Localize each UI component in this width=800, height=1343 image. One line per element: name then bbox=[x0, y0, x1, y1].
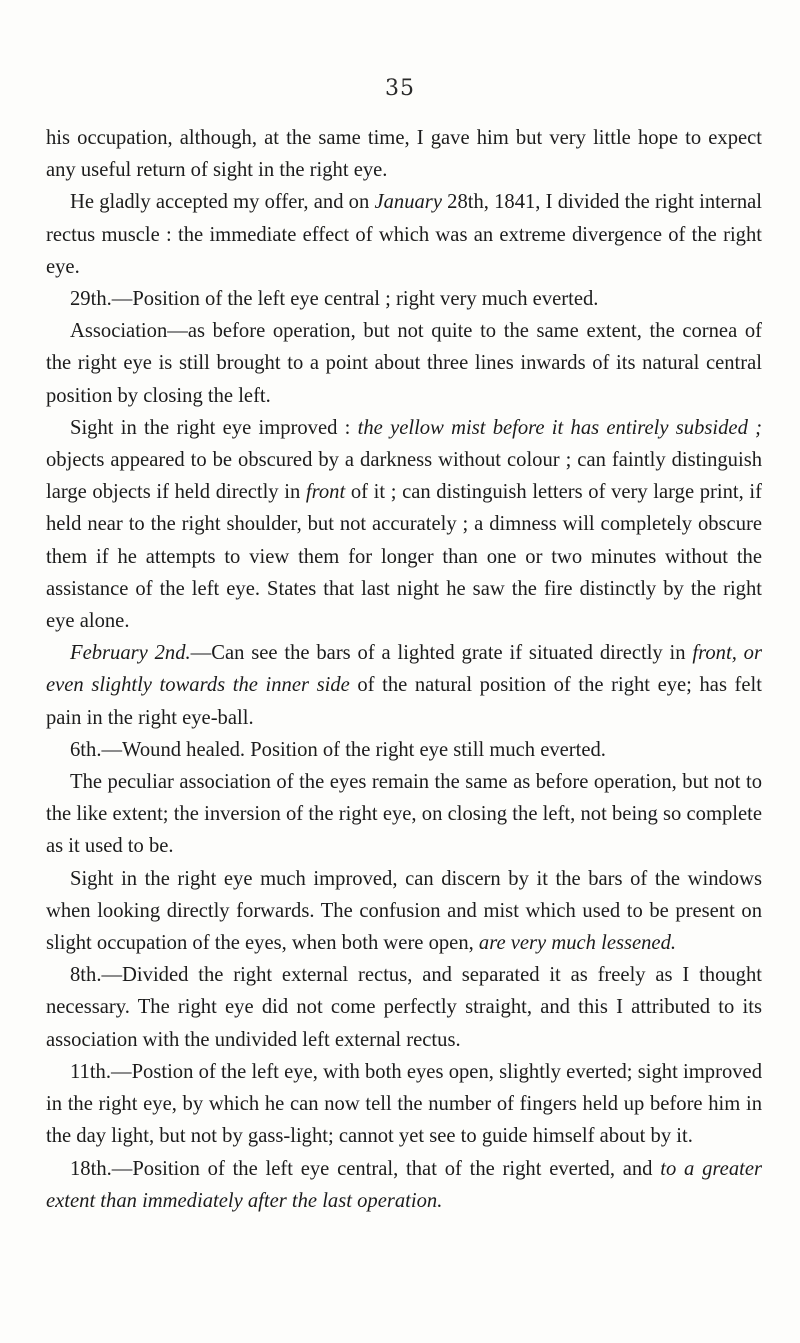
text-run: Sight in the right eye improved : bbox=[70, 416, 358, 439]
text-run: Association—as before operation, but not quite to the same extent, the cornea of the right eye is still brought to a point about three lines inwards of its natural central position by closing the left. bbox=[46, 320, 762, 407]
paragraph bbox=[46, 1153, 762, 1217]
paragraph bbox=[46, 1056, 762, 1153]
text-run: of the natural position of the right eye; has felt pain in the right eye-ball. bbox=[46, 674, 762, 729]
paragraph bbox=[46, 637, 762, 734]
text-run: of it ; can distinguish letters of very large print, if held near to the right shoulder, but not accurately ; a dimness will completely obscure them if he attempts to view them for longer than one or two minutes without the assistance of the left eye. States that last night he saw the fire distinctly by the right eye alone. bbox=[46, 481, 762, 633]
text-run: Sight in the right eye much improved, can discern by it the bars of the windows when looking directly forwards. The confusion and mist which used to be present on slight occupation of the eyes, when both were open, bbox=[46, 867, 762, 955]
body-text bbox=[46, 122, 762, 1217]
text-run: The peculiar association of the eyes remain the same as before operation, but not to the like extent; the inversion of the right eye, on closing the left, not being so complete as it used to be. bbox=[46, 771, 762, 858]
text-run: —Can see the bars of a lighted grate if situated directly in bbox=[190, 642, 693, 665]
text-run: 6th.—Wound healed. Position of the right eye still much everted. bbox=[70, 738, 606, 761]
paragraph bbox=[46, 315, 762, 412]
italic-text: to a greater extent than immediately after the last operation. bbox=[46, 1157, 762, 1212]
paragraph bbox=[46, 766, 762, 863]
paragraph bbox=[46, 283, 762, 315]
italic-text: are very much lessened. bbox=[478, 932, 677, 955]
text-run: 18th.—Position of the left eye central, that of the right everted, and bbox=[70, 1157, 661, 1180]
paragraph bbox=[46, 734, 762, 766]
paragraph bbox=[46, 186, 762, 283]
paragraph bbox=[46, 412, 762, 637]
text-run: He gladly accepted my offer, and on bbox=[70, 191, 375, 214]
italic-text: the yellow mist before it has entirely subsided ; bbox=[357, 416, 762, 439]
italic-text: January bbox=[374, 191, 442, 214]
page-number: 35 bbox=[385, 76, 415, 101]
paragraph bbox=[46, 122, 762, 186]
text-run: objects appeared to be obscured by a darkness without colour ; can faintly distinguish large objects if held directly in bbox=[46, 449, 762, 504]
italic-text: front, or even slightly towards the inner side bbox=[46, 642, 762, 697]
paragraph bbox=[46, 959, 762, 1056]
italic-text: February 2nd. bbox=[70, 642, 191, 665]
text-run: 8th.—Divided the right external rectus, and separated it as freely as I thought necessary. The right eye did not come perfectly straight, and this I attributed to its association with the undivided left external rectus. bbox=[46, 964, 762, 1051]
text-run: 11th.—Postion of the left eye, with both eyes open, slightly everted; sight improved in the right eye, by which he can now tell the number of fingers held up before him in the day light, but not by gass-light; cannot yet see to guide himself about by it. bbox=[46, 1060, 762, 1148]
text-run: 29th.—Position of the left eye central ; right very much everted. bbox=[70, 288, 599, 311]
paragraph bbox=[46, 863, 762, 960]
italic-text: front bbox=[305, 481, 346, 504]
text-run: his occupation, although, at the same time, I gave him but very little hope to expect any useful return of sight in the right eye. bbox=[46, 127, 762, 182]
text-run: 28th, 1841, I divided the right internal rectus muscle : the immediate effect of which was an extreme divergence of the right eye. bbox=[46, 191, 763, 278]
